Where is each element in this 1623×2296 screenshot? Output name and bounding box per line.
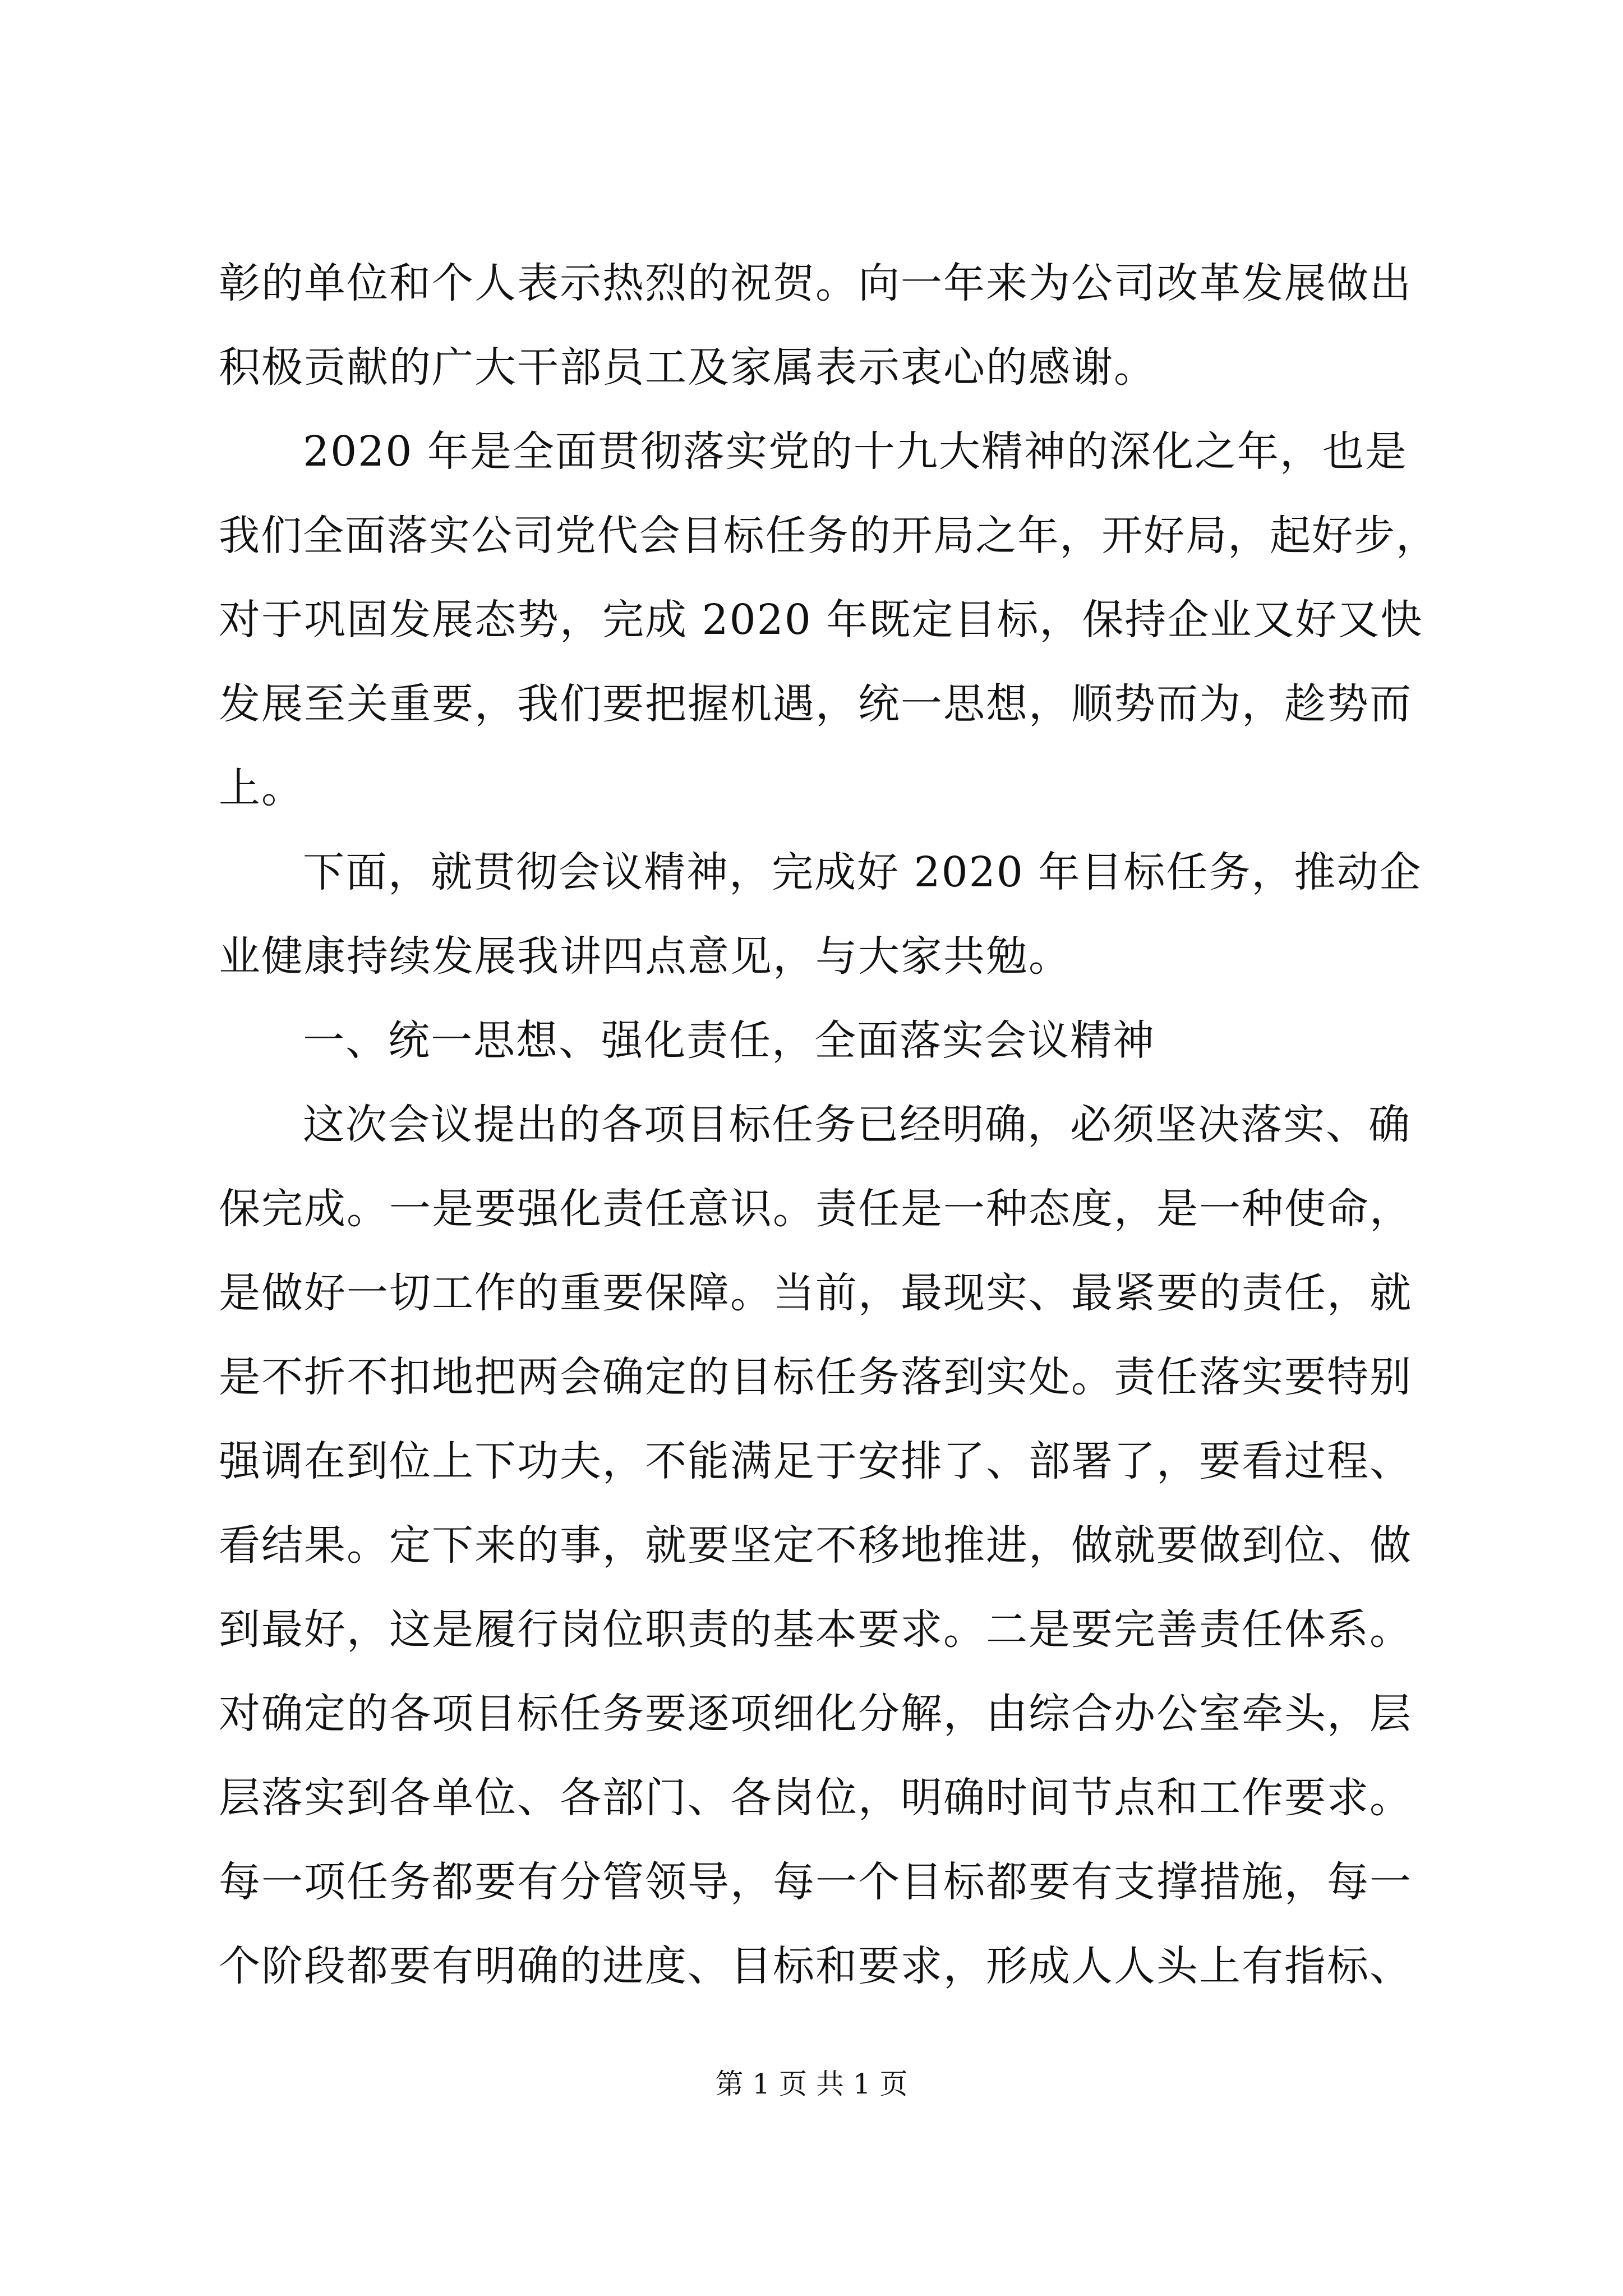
body-line-7: 上。 — [219, 764, 304, 812]
body-line-21: 个阶段都要有明确的进度、目标和要求，形成人人头上有指标、 — [219, 1942, 1412, 1990]
body-line-8: 下面，就贯彻会议精神，完成好 2020 年目标任务，推动企 — [303, 848, 1422, 896]
body-line-18: 对确定的各项目标任务要逐项细化分解，由综合办公室牵头，层 — [219, 1690, 1412, 1738]
body-line-12: 保完成。一是要强化责任意识。责任是一种态度，是一种使命， — [219, 1185, 1412, 1233]
body-line-5: 对于巩固发展态势，完成 2020 年既定目标，保持企业又好又快 — [219, 596, 1423, 644]
body-line-3: 2020 年是全面贯彻落实党的十九大精神的深化之年，也是 — [303, 427, 1408, 476]
body-line-1: 彰的单位和个人表示热烈的祝贺。向一年来为公司改革发展做出 — [219, 259, 1412, 307]
body-line-9: 业健康持续发展我讲四点意见，与大家共勉。 — [219, 932, 1071, 981]
page-footer: 第 1 页 共 1 页 — [715, 2068, 908, 2100]
body-line-6: 发展至关重要，我们要把握机遇，统一思想，顺势而为，趁势而 — [219, 680, 1412, 728]
body-line-14: 是不折不扣地把两会确定的目标任务落到实处。责任落实要特别 — [219, 1353, 1412, 1401]
body-line-19: 层落实到各单位、各部门、各岗位，明确时间节点和工作要求。 — [219, 1774, 1412, 1822]
body-line-20: 每一项任务都要有分管领导，每一个目标都要有支撑措施，每一 — [219, 1858, 1412, 1906]
body-line-4: 我们全面落实公司党代会目标任务的开局之年，开好局，起好步， — [219, 512, 1438, 560]
body-line-15: 强调在到位上下功夫，不能满足于安排了、部署了，要看过程、 — [219, 1437, 1412, 1485]
body-line-2: 积极贡献的广大干部员工及家属表示衷心的感谢。 — [219, 343, 1156, 392]
section-heading: 一、统一思想、强化责任，全面落实会议精神 — [303, 1016, 1155, 1065]
body-line-16: 看结果。定下来的事，就要坚定不移地推进，做就要做到位、做 — [219, 1521, 1412, 1570]
body-line-11: 这次会议提出的各项目标任务已经明确，必须坚决落实、确 — [303, 1101, 1411, 1149]
body-line-17: 到最好，这是履行岗位职责的基本要求。二是要完善责任体系。 — [219, 1605, 1412, 1654]
body-line-13: 是做好一切工作的重要保障。当前，最现实、最紧要的责任，就 — [219, 1269, 1412, 1317]
